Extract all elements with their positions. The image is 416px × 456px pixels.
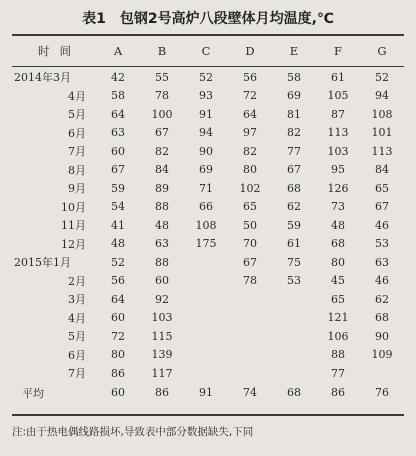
table-cell: 101 (371, 126, 393, 140)
table-cell: 103 (151, 311, 173, 325)
table-cell: 66 (199, 200, 213, 214)
table-cell: 50 (243, 218, 257, 232)
table-title (0, 8, 416, 28)
table-cell: 102 (239, 181, 261, 195)
table-cell (272, 346, 316, 365)
table-row (12, 290, 404, 309)
table-cell: 82 (243, 144, 257, 158)
table-row (12, 68, 404, 87)
table-cell: 77 (331, 366, 345, 380)
table-cell (360, 364, 404, 383)
table-cell: 67 (375, 200, 389, 214)
table-cell: 52 (199, 70, 213, 84)
table-row (12, 124, 404, 143)
table-cell: 139 (151, 348, 173, 362)
column-header: G (377, 44, 387, 58)
table-cell: 54 (111, 200, 125, 214)
table-cell (272, 290, 316, 309)
average-cell: 60 (111, 386, 125, 399)
table-cell: 77 (287, 144, 301, 158)
row-label: 9月 (68, 182, 86, 196)
table-cell: 67 (155, 126, 169, 140)
table-cell: 64 (243, 107, 257, 121)
table-cell: 64 (111, 292, 125, 306)
table-cell: 48 (331, 218, 345, 232)
table-cell: 64 (111, 107, 125, 121)
table-cell: 41 (111, 218, 125, 232)
top-rule (12, 34, 404, 36)
row-label: 3月 (68, 293, 86, 307)
table-cell: 72 (243, 89, 257, 103)
table-cell: 62 (287, 200, 301, 214)
row-label: 12月 (61, 237, 86, 251)
table-row (12, 309, 404, 328)
table-cell: 67 (243, 255, 257, 269)
column-header: B (157, 44, 167, 58)
table-cell: 53 (375, 237, 389, 251)
table-cell: 78 (243, 274, 257, 288)
row-label: 7月 (68, 145, 86, 159)
table-cell: 97 (243, 126, 257, 140)
average-cell: 68 (287, 386, 301, 399)
column-header: A (113, 44, 123, 58)
table-cell: 105 (327, 89, 349, 103)
table-number: 表1 (82, 11, 106, 27)
row-label: 5月 (68, 330, 86, 344)
table-row (12, 87, 404, 106)
row-label: 2014年3月 (14, 71, 71, 85)
column-header: D (245, 44, 255, 58)
average-cell: 76 (375, 386, 389, 399)
table-cell: 65 (331, 292, 345, 306)
table-cell: 63 (375, 255, 389, 269)
table-cell: 88 (155, 255, 169, 269)
table-cell: 68 (287, 181, 301, 195)
average-cell: 86 (331, 386, 345, 399)
table-cell: 90 (375, 329, 389, 343)
average-cell: 74 (243, 386, 257, 399)
table-cell: 72 (111, 329, 125, 343)
table-cell: 80 (243, 163, 257, 177)
table-cell (228, 327, 272, 346)
table-row (12, 253, 404, 272)
table-cell: 67 (287, 163, 301, 177)
table-cell: 52 (375, 70, 389, 84)
row-label: 6月 (68, 126, 86, 140)
average-cell: 91 (199, 386, 213, 399)
table-cell: 78 (155, 89, 169, 103)
table-cell: 115 (151, 329, 173, 343)
average-label: 平均 (22, 386, 44, 400)
row-label: 4月 (68, 311, 86, 325)
table-cell: 82 (287, 126, 301, 140)
table-cell: 87 (331, 107, 345, 121)
table-cell: 106 (327, 329, 349, 343)
table-body (12, 62, 404, 403)
header-row (12, 40, 404, 62)
temperature-table (12, 40, 404, 403)
table-cell: 48 (111, 237, 125, 251)
table-cell (184, 290, 228, 309)
table-cell: 84 (155, 163, 169, 177)
row-label: 7月 (68, 367, 86, 381)
column-header: C (201, 44, 211, 58)
table-cell: 67 (111, 163, 125, 177)
table-cell: 59 (287, 218, 301, 232)
table-cell: 56 (111, 274, 125, 288)
table-cell: 75 (287, 255, 301, 269)
table-cell: 70 (243, 237, 257, 251)
table-cell: 45 (331, 274, 345, 288)
row-label: 8月 (68, 163, 86, 177)
table-cell (184, 327, 228, 346)
table-cell: 81 (287, 107, 301, 121)
table-cell: 71 (199, 181, 213, 195)
row-label: 10月 (61, 200, 86, 214)
row-label: 5月 (68, 108, 86, 122)
row-label: 2015年1月 (14, 256, 71, 270)
table-cell: 46 (375, 218, 389, 232)
table-row (12, 105, 404, 124)
table-cell: 175 (195, 237, 217, 251)
table-cell: 117 (151, 366, 173, 380)
table-note: 注:由于热电偶线路损坏,导致表中部分数据缺失,下同 (12, 426, 254, 438)
table-row (12, 161, 404, 180)
table-cell: 55 (155, 70, 169, 84)
table-cell: 69 (287, 89, 301, 103)
row-label: 11月 (61, 219, 86, 233)
table-cell (184, 253, 228, 272)
table-cell: 46 (375, 274, 389, 288)
table-row (12, 235, 404, 254)
table-cell: 56 (243, 70, 257, 84)
table-cell: 42 (111, 70, 125, 84)
average-cell: 86 (155, 386, 169, 399)
table-cell: 86 (111, 366, 125, 380)
table-cell (228, 364, 272, 383)
table-cell: 53 (287, 274, 301, 288)
table-cell: 109 (371, 348, 393, 362)
table-cell (184, 346, 228, 365)
column-header: F (334, 44, 342, 58)
table-cell (228, 346, 272, 365)
table-cell (184, 364, 228, 383)
table-cell: 92 (155, 292, 169, 306)
table-cell: 60 (155, 274, 169, 288)
table-cell: 65 (243, 200, 257, 214)
table-cell: 121 (327, 311, 349, 325)
table-cell: 113 (327, 126, 349, 140)
table-cell: 88 (155, 200, 169, 214)
table-cell (184, 309, 228, 328)
table-cell: 60 (111, 311, 125, 325)
table-cell: 89 (155, 181, 169, 195)
table-cell: 94 (199, 126, 213, 140)
row-label: 2月 (68, 274, 86, 288)
table-row (12, 346, 404, 365)
time-header: 时间 (38, 44, 81, 58)
table-cell: 63 (155, 237, 169, 251)
table-cell (272, 364, 316, 383)
row-label: 6月 (68, 348, 86, 362)
table-cell: 61 (287, 237, 301, 251)
table-cell: 95 (331, 163, 345, 177)
table-caption: 包钢2号高炉八段壁体月均温度,℃ (119, 11, 334, 27)
table-cell: 68 (375, 311, 389, 325)
table-cell (184, 272, 228, 291)
table-row (12, 272, 404, 291)
table-cell: 103 (327, 144, 349, 158)
table-cell: 82 (155, 144, 169, 158)
row-label: 4月 (68, 89, 86, 103)
table-cell: 93 (199, 89, 213, 103)
table-cell: 94 (375, 89, 389, 103)
table-cell (228, 290, 272, 309)
table-cell: 58 (111, 89, 125, 103)
table-cell: 62 (375, 292, 389, 306)
table-cell: 113 (371, 144, 393, 158)
table-cell: 63 (111, 126, 125, 140)
table-cell: 58 (287, 70, 301, 84)
table-row (12, 216, 404, 235)
table-row (12, 364, 404, 383)
table-cell: 80 (111, 348, 125, 362)
table-row (12, 198, 404, 217)
table-cell: 90 (199, 144, 213, 158)
table-cell: 68 (331, 237, 345, 251)
table-cell (228, 309, 272, 328)
table-cell (272, 327, 316, 346)
table-cell: 65 (375, 181, 389, 195)
table-cell: 88 (331, 348, 345, 362)
table-cell: 73 (331, 200, 345, 214)
table-cell: 126 (327, 181, 349, 195)
average-row (12, 383, 404, 403)
table-cell: 100 (151, 107, 173, 121)
table-row (12, 179, 404, 198)
table-cell: 61 (331, 70, 345, 84)
table-cell: 84 (375, 163, 389, 177)
table-cell: 48 (155, 218, 169, 232)
table-row (12, 142, 404, 161)
table-cell: 80 (331, 255, 345, 269)
table-cell: 60 (111, 144, 125, 158)
table-cell: 108 (195, 218, 217, 232)
table-cell (272, 309, 316, 328)
table-cell: 91 (199, 107, 213, 121)
table-row (12, 327, 404, 346)
column-header: E (289, 44, 299, 58)
table-cell: 108 (371, 107, 393, 121)
bottom-rule (12, 414, 404, 416)
table-cell: 52 (111, 255, 125, 269)
table-cell: 59 (111, 181, 125, 195)
table-cell: 69 (199, 163, 213, 177)
